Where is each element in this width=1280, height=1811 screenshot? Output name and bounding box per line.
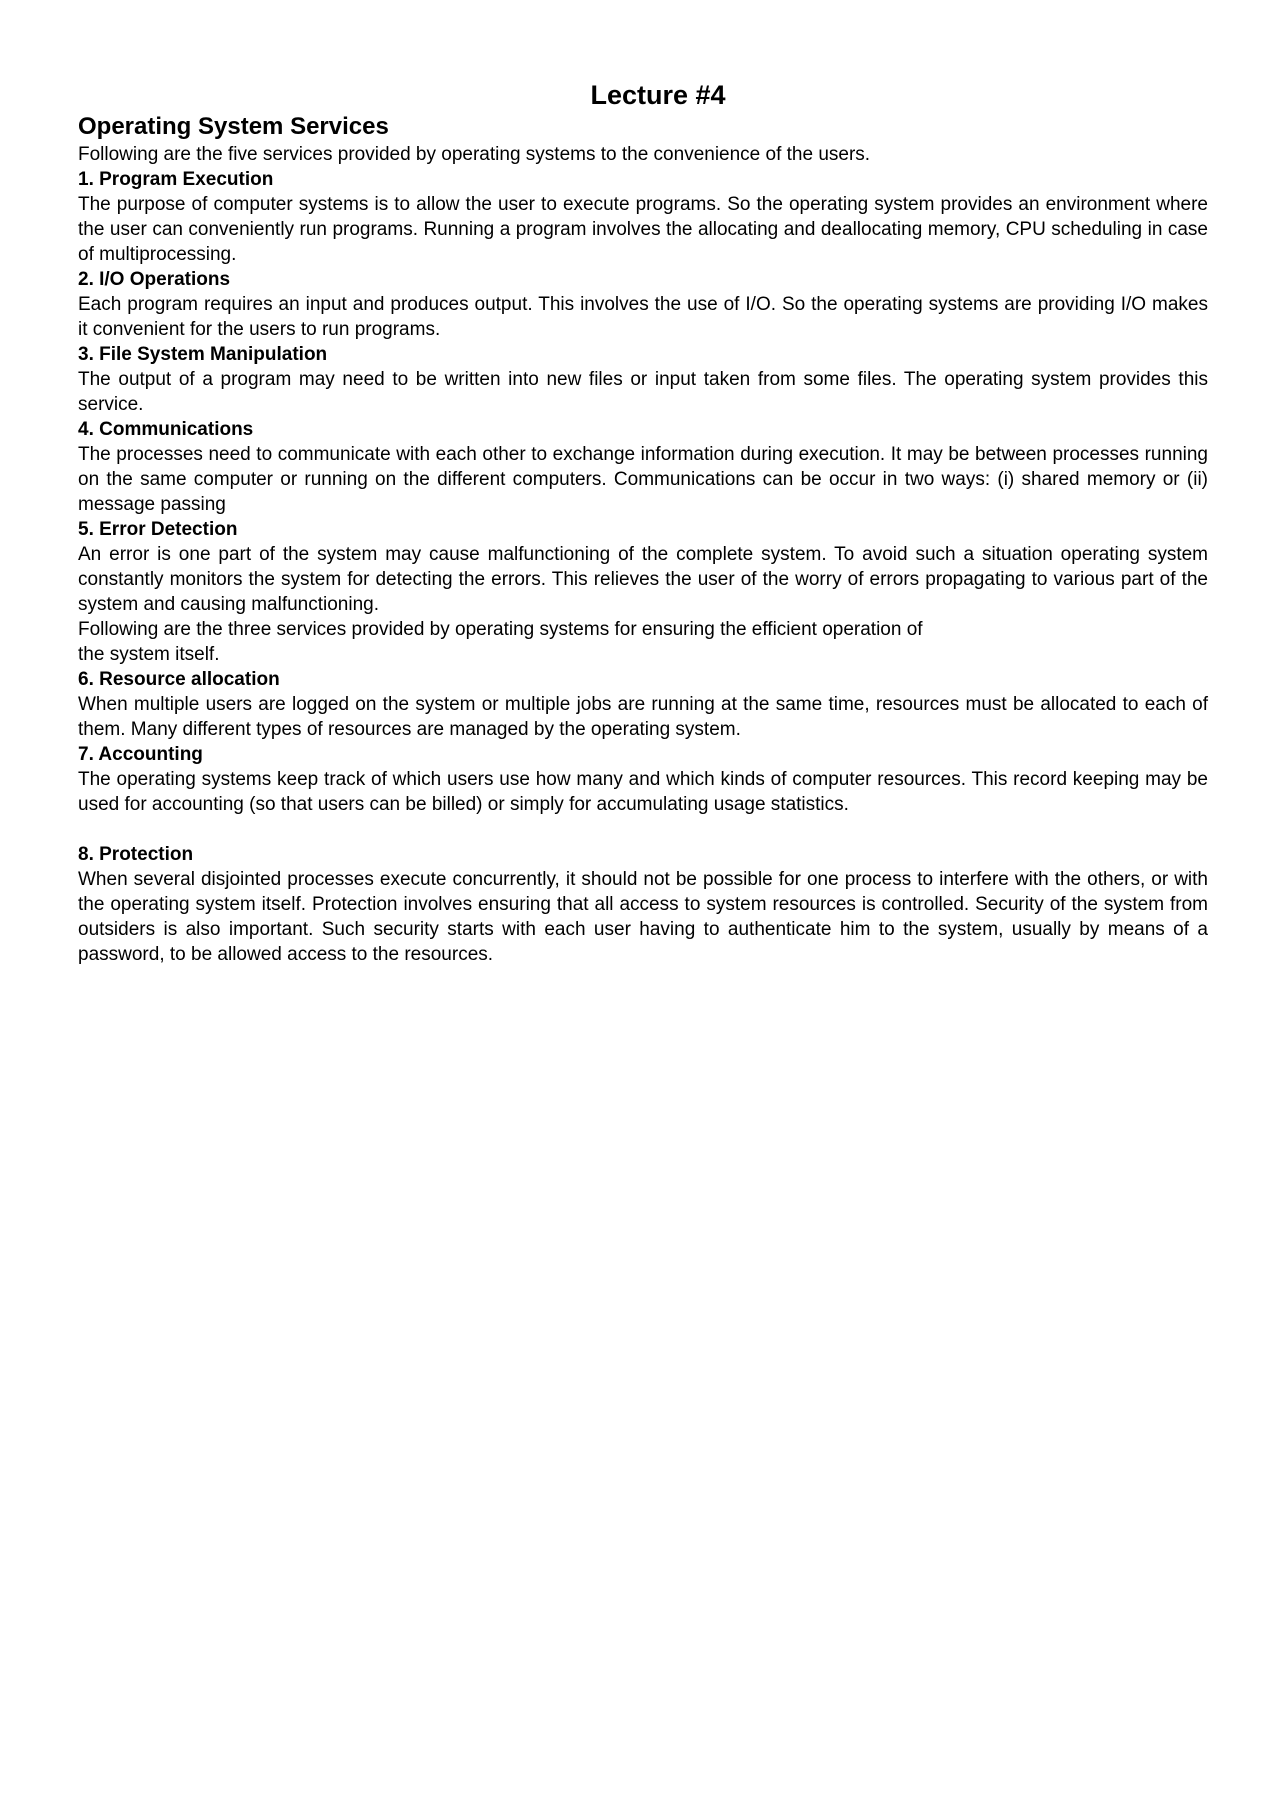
blank-line (78, 817, 1208, 842)
document-page (78, 78, 1208, 967)
item-text-accounting: The operating systems keep track of which users use how many and which kinds of computer resources. This record keeping may be used for accounting (so that users can be billed) or simply for accumulating usage statistics. (78, 769, 1208, 815)
item-heading-communications: 4. Communications (78, 419, 254, 440)
item-heading-error-detection: 5. Error Detection (78, 519, 238, 540)
lecture-title: Lecture #4 (590, 80, 726, 110)
item-text-file-system: The output of a program may need to be written into new files or input taken from some files. The operating system provides this service. (78, 369, 1208, 415)
item-heading-program-execution: 1. Program Execution (78, 169, 274, 190)
item-heading-accounting: 7. Accounting (78, 744, 203, 765)
section-title: Operating System Services (78, 113, 389, 140)
intro2-line1: Following are the three services provided by operating systems for ensuring the efficient operation of (78, 619, 923, 640)
intro2-line2: the system itself. (78, 644, 220, 665)
item-text-error-detection: An error is one part of the system may cause malfunctioning of the complete system. To avoid such a situation operating system constantly monitors the system for detecting the errors. This relieves the user of the worry of errors propagating to various part of the system and causing malfunctioning. (78, 544, 1208, 615)
item-text-protection: When several disjointed processes execute concurrently, it should not be possible for one process to interfere with the others, or with the operating system itself. Protection involves ensuring that all access to system resources is controlled. Security of the system from outsiders is also important. Such security starts with each user having to authenticate him to the system, usually by means of a password, to be allowed access to the resources. (78, 869, 1208, 965)
item-heading-resource-allocation: 6. Resource allocation (78, 669, 280, 690)
item-heading-protection: 8. Protection (78, 844, 194, 865)
item-text-communications: The processes need to communicate with each other to exchange information during execution. It may be between processes running on the same computer or running on the different computers. Communications can be occur in two ways: (i) shared memory or (ii) message passing (78, 444, 1208, 515)
item-heading-io-operations: 2. I/O Operations (78, 269, 231, 290)
item-heading-file-system: 3. File System Manipulation (78, 344, 328, 365)
intro-paragraph: Following are the five services provided by operating systems to the convenience of the users. (78, 144, 871, 165)
item-text-resource-allocation: When multiple users are logged on the system or multiple jobs are running at the same time, resources must be allocated to each of them. Many different types of resources are managed by the operating system. (78, 694, 1208, 740)
item-text-program-execution: The purpose of computer systems is to allow the user to execute programs. So the operating system provides an environment where the user can conveniently run programs. Running a program involves the allocating and deallocating memory, CPU scheduling in case of multiprocessing. (78, 194, 1208, 265)
item-text-io-operations: Each program requires an input and produces output. This involves the use of I/O. So the operating systems are providing I/O makes it convenient for the users to run programs. (78, 294, 1208, 340)
